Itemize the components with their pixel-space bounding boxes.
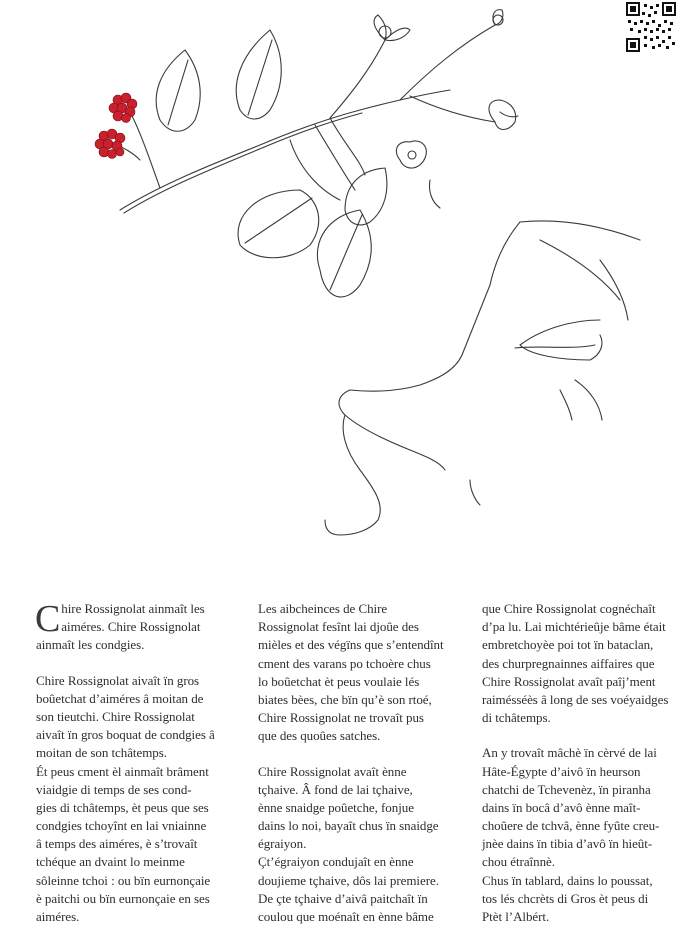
text-line: An y trovaît mâchè ïn cèrvé de lai [482, 745, 657, 761]
text-line: Chire Rossignolat ne trovaît pus [258, 710, 424, 726]
text-line: que Chire Rossignolat cognéchaît [482, 601, 656, 616]
text-line: ainmaît les condgies. [36, 637, 145, 653]
paragraph-5 [482, 600, 690, 727]
text-line: ènne snaidge poûetche, fonjue [258, 799, 414, 815]
text-line: cment des varans po tchoère chus [258, 655, 431, 671]
drop-cap: C [35, 598, 61, 640]
text-line: aiméres. [36, 909, 80, 924]
text-line: son tieutchi. Chire Rossignolat [36, 708, 195, 724]
column-2 [258, 600, 458, 926]
text-line: Chire Rossignolat avaît ènne [258, 763, 407, 779]
column-1 [36, 600, 232, 926]
text-line: raimésséès â long de ses voéyaidges [482, 691, 669, 707]
text-line: embretchoyèe poi tot ïn bataclan, [482, 637, 654, 653]
text-line: lo boûetchat èt peus voulaie lés [258, 673, 420, 689]
text-line: Ét peus cment èl ainmaît brâment [36, 763, 209, 779]
paragraph-1 [36, 600, 232, 655]
paragraph-4 [258, 763, 458, 927]
text-line: chatchi de Tchevenèz, ïn piranha [482, 781, 651, 797]
qr-code-icon [626, 2, 676, 52]
text-line: viaidgie di temps de ses cond- [36, 781, 192, 797]
text-line: que des quoûes satches. [258, 728, 381, 744]
bird-head-drawing [325, 221, 640, 535]
text-line: gies di tchâtemps, èt peus que ses [36, 799, 209, 815]
text-line: Chus ïn tablard, dains lo poussat, [482, 872, 653, 888]
text-line: Ptèt l’Albért. [482, 909, 550, 924]
text-line: è paitchi ou bïn eurnonçaie en ses [36, 890, 210, 906]
text-line: d’pa lu. Lai michtérieûje bâme était [482, 619, 666, 635]
raspberry-icon [95, 93, 137, 159]
text-line: doujieme tçhaive, dôs lai premiere. [258, 872, 439, 888]
text-line: tos lés chcrèts di Gros èt peus di [482, 890, 649, 906]
text-line: choûere de tchvâ, ènne fyûte creu- [482, 818, 660, 834]
column-3 [482, 600, 690, 926]
text-line: â temps des aiméres, è s’trovaît [36, 836, 198, 852]
text-line: sôleinne tchoi : ou bïn eurnonçaie [36, 872, 211, 888]
text-line: Hâte-Égypte d’aivô ïn heurson [482, 763, 641, 779]
text-line: égraiyon. [258, 836, 307, 852]
paragraph-6 [482, 744, 690, 926]
text-line: aivaît ïn gros boquat de condgies â [36, 727, 215, 743]
text-line: des churpregnainnes aiffaires que [482, 655, 655, 671]
text-line: chou étraînnè. [482, 854, 555, 870]
text-line: Chire Rossignolat avaît paîj’ment [482, 673, 656, 689]
raspberry-branch-drawing [108, 10, 518, 297]
text-line: dains ïn bocâ d’avô ènne maît- [482, 799, 641, 815]
text-line: moitan de son tchâtemps. [36, 745, 167, 761]
text-line: di tchâtemps. [482, 710, 551, 726]
text-line: coulou que moénaît en ènne bâme [258, 909, 434, 924]
text-line: Les aibcheinces de Chire [258, 601, 388, 616]
text-line: Çt’égraiyon condujaît en ènne [258, 854, 414, 870]
text-line: boûetchat d’aiméres â moitan de [36, 690, 204, 706]
text-line: tchéque an dvaint lo meinme [36, 854, 185, 870]
paragraph-3 [258, 600, 458, 746]
text-line: jnèe dains ïn tibia d’avô ïn hieût- [482, 836, 653, 852]
text-line: Rossignolat fesînt lai djoûe des [258, 619, 419, 635]
text-line: Chire Rossignolat aivaît ïn gros [36, 672, 200, 688]
text-line: De çte tçhaive d’aivâ paitchaît ïn [258, 890, 428, 906]
text-line: tçhaive. Â fond de lai tçhaive, [258, 781, 413, 797]
text-line: dains lo noi, bayaît chus ïn snaidge [258, 818, 439, 834]
article-body [36, 600, 686, 930]
paragraph-2 [36, 672, 232, 927]
text-line: hire Rossignolat ainmaît les [61, 601, 205, 616]
text-line: biates bèes, che bïn qu’è son rtoé, [258, 691, 432, 707]
text-line: aiméres. Chire Rossignolat [61, 619, 201, 635]
text-line: mièles et des végïns que s’entendînt [258, 637, 444, 653]
text-line: condgies tchoyînt en lai vniainne [36, 818, 207, 834]
